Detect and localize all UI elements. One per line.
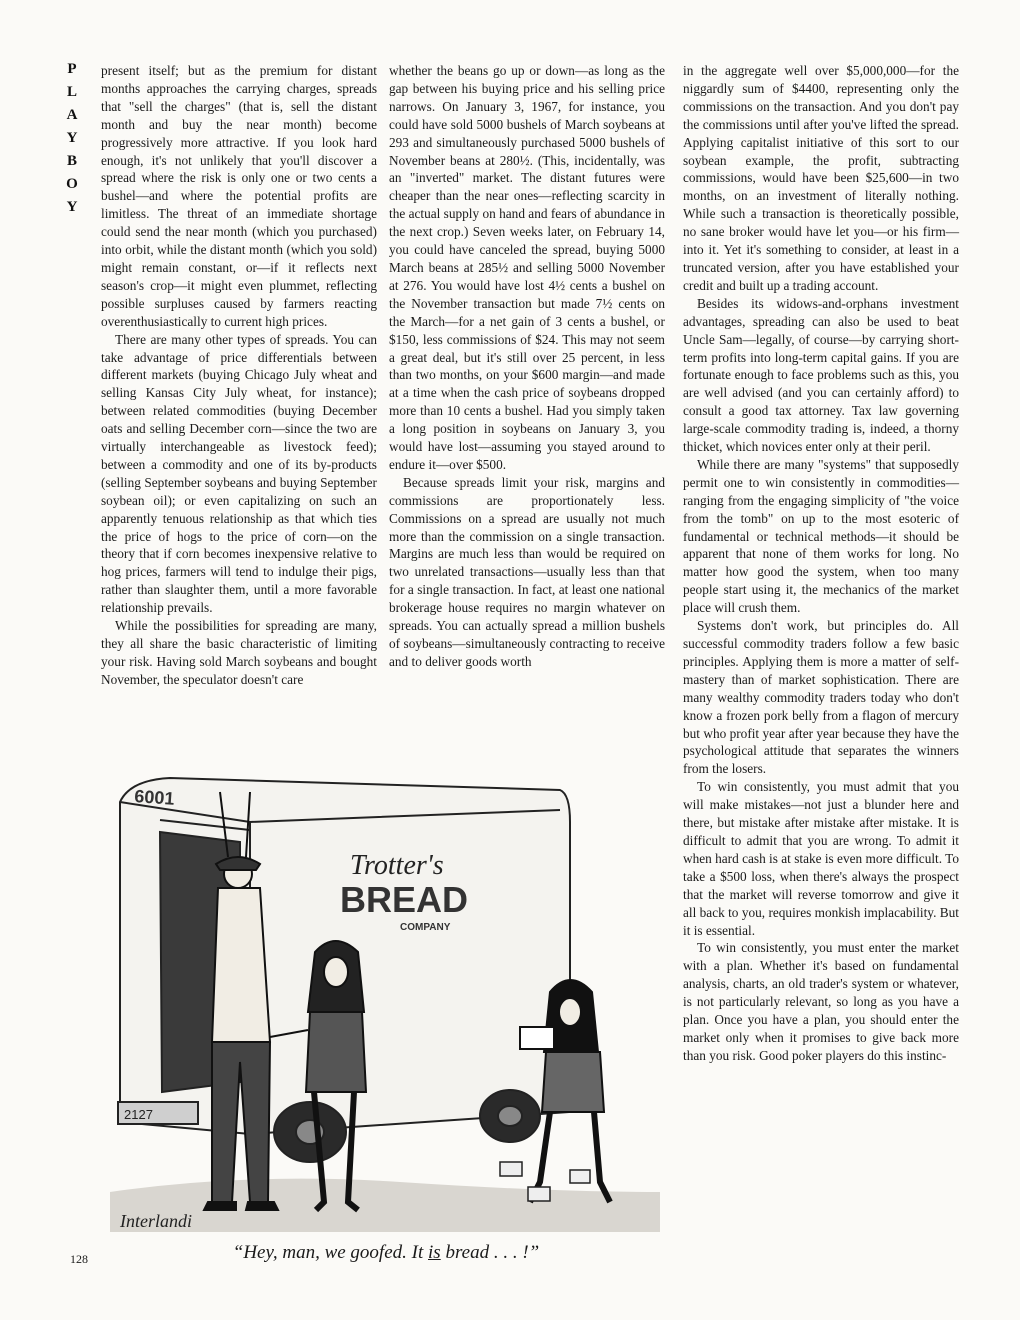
paragraph: Because spreads limit your risk, margins and commissions are proportionately less. Commissions on a spread are usually not much more than the commission on a single transaction. Margins are much less than would be required on two unrelated transactions—usually less than that for a single transaction. In fact, at least one national brokerage house requires no margin whatever on spreads. You can actually spread a million bushels of soybeans—simultaneously contracting to receive and to deliver goods worth — [389, 474, 665, 669]
playboy-masthead — [62, 58, 82, 219]
paragraph: To win consistently, you must enter the market with a plan. Whether it's based on fundamental analysis, charts, an old trader's system or whatever, is not particularly relevant, so long as you have a plan. Once you have a plan, you should enter the market only when it promises to give back more than you risk. Good poker players do this instinc- — [683, 940, 959, 1063]
ground-shadow — [110, 1179, 660, 1232]
cartoon-illustration — [100, 762, 672, 1240]
paragraph: There are many other types of spreads. You can take advantage of price differentials between different markets (buying Chicago July wheat and selling Kansas City July wheat, for instance); between related commodities (buying December oats and selling December corn—since the two are virtually interchangeable as livestock feed); between a commodity and one of its by-products (selling September soybeans and buying September soybean oil); or even capitalizing on such an apparently tenuous relationship as that which ties the price of hogs to the price of corn—on the theory that if corn becomes inexpensive relative to hog prices, farmers will tend to indulge their pigs, rather than slaughter them, until a more favorable relationship prevails. — [101, 331, 377, 616]
caption-text-end: bread . . . !” — [440, 1242, 540, 1263]
truck-number: 6001 — [133, 786, 176, 809]
bread-loaf — [520, 1027, 554, 1049]
masthead-letter: Y — [66, 199, 78, 215]
masthead-letter: L — [66, 84, 77, 100]
caption-text: “Hey, man, we goofed. It — [232, 1242, 429, 1263]
text-column-1 — [101, 62, 377, 689]
text-column-3 — [683, 62, 959, 1065]
paragraph: While there are many "systems" that supposedly permit one to win consistently in commodities—ranging from the engaging simplicity of "the voice from the tomb" on up to the most esoteric of fundamental or technical methods—it should be apparent that none of them works for long. No matter how good the system, when too many people start using it, the mechanics of the market place will crush them. — [683, 456, 959, 616]
paragraph: whether the beans go up or down—as long as the gap between his buying price and his selling price narrows. On January 3, 1967, for instance, you could have sold 5000 bushels of March soybeans at 293 and simultaneously purchased 5000 bushels of November beans at 280½. (This, incidentally, was an "inverted" market. The distant futures were cheaper than the near ones—reflecting scarcity in the actual supply on hand and fears of abundance in the next crop.) Seven weeks later, on February 14, you could have canceled the spread, buying 5000 March beans at 285½ and selling 5000 November at 276. You would have lost 4½ cents a bushel on the November transaction but made 7½ cents on the March—for a net gain of 3 cents a bushel, or $150, less commissions of $24. This may not seem a great deal, but it's still over 25 percent, in less than two months, on your $600 margin—and made at a time when the cash price of soybeans dropped more than 10 cents a bushel. Had you simply taken a long position in soybeans on January 3, you would have lost—assuming you stayed around to endure it—over $500. — [389, 63, 665, 472]
masthead-letter: P — [67, 61, 77, 77]
paragraph: in the aggregate well over $5,000,000—for the niggardly sum of $4400, representing only the commissions on the transaction. And you don't pay the commissions until after you've lifted the spread. Applying capitalist initiative of this sort to our soybean example, the profit, subtracting commissions, would have been $25,600—in two months, on an investment of literally nothing. While such a transaction is theoretically possible, no sane broker would have let you—or his firm—into it. Yet it's something to consider, at least in a truncated version, after you have established your credit and built up a trading account. — [683, 63, 959, 293]
truck-lettering-script: Trotter's — [350, 850, 444, 881]
cartoon-caption — [100, 1242, 672, 1264]
truck-lettering-main: BREAD — [340, 879, 469, 920]
truck-lettering-sub: COMPANY — [400, 922, 451, 933]
truck-plate: 2127 — [124, 1107, 153, 1122]
masthead-letter: B — [66, 153, 77, 169]
page-number: 128 — [70, 1252, 88, 1266]
masthead-letter: A — [66, 107, 78, 123]
paragraph: present itself; but as the premium for distant months approaches the carrying charges, spreads that "sell the charges" (that is, sell the distant month and buy the near month) become progressively more attractive. If you look hard enough, it's not unlikely that you'll discover a spread where the risk is only one or two cents a bushel—and where the potential profits are limitless. The threat of an immediate shortage could send the near month (which you purchased) into orbit, while the distant month (which you sold) might remain constant, or—if it reflects next season's crop—it might even plummet, reflecting possible surpluses caused by farmers reacting overenthusiastically to current high prices. — [101, 63, 377, 329]
masthead-letter: O — [66, 176, 78, 192]
paragraph: Systems don't work, but principles do. All successful commodity traders follow a few basic principles. Applying them is more a matter of self-mastery than of market sophistication. There are many wealthy commodity traders today who don't know a frozen pork belly from a flagon of mercury but who profit year after year because they have the psychological attitude that separates the winners from the losers. — [683, 618, 959, 777]
caption-emphasis: is — [428, 1242, 441, 1263]
artist-signature: Interlandi — [120, 1211, 192, 1231]
paragraph: To win consistently, you must admit that you will make mistakes—not just a blunder here and there, but mistake after mistake after mistake. It is difficult to admit that you are wrong. To admit it when hard cash is at stake is even more difficult. To take a $500 loss, when there's always the prospect that the market will reverse tomorrow and give it all back to you, requires monkish implacability. But it is essential. — [683, 779, 959, 938]
text-column-2 — [389, 62, 665, 671]
paragraph: While the possibilities for spreading are many, they all share the basic characteristic of limiting your risk. Having sold March soybeans and bought November, the speculator doesn't care — [101, 618, 377, 687]
paragraph: Besides its widows-and-orphans investment advantages, spreading can also be used to beat Uncle Sam—legally, of course—by carrying short-term profits into long-term capital gains. If you are fortunate enough to face problems such as this, you are well advised (and you can certainly afford) to consult a good tax attorney. Tax law governing large-scale commodity trading is, indeed, a thorny thicket, which novices enter only at their peril. — [683, 295, 959, 455]
masthead-letter: Y — [66, 130, 78, 146]
